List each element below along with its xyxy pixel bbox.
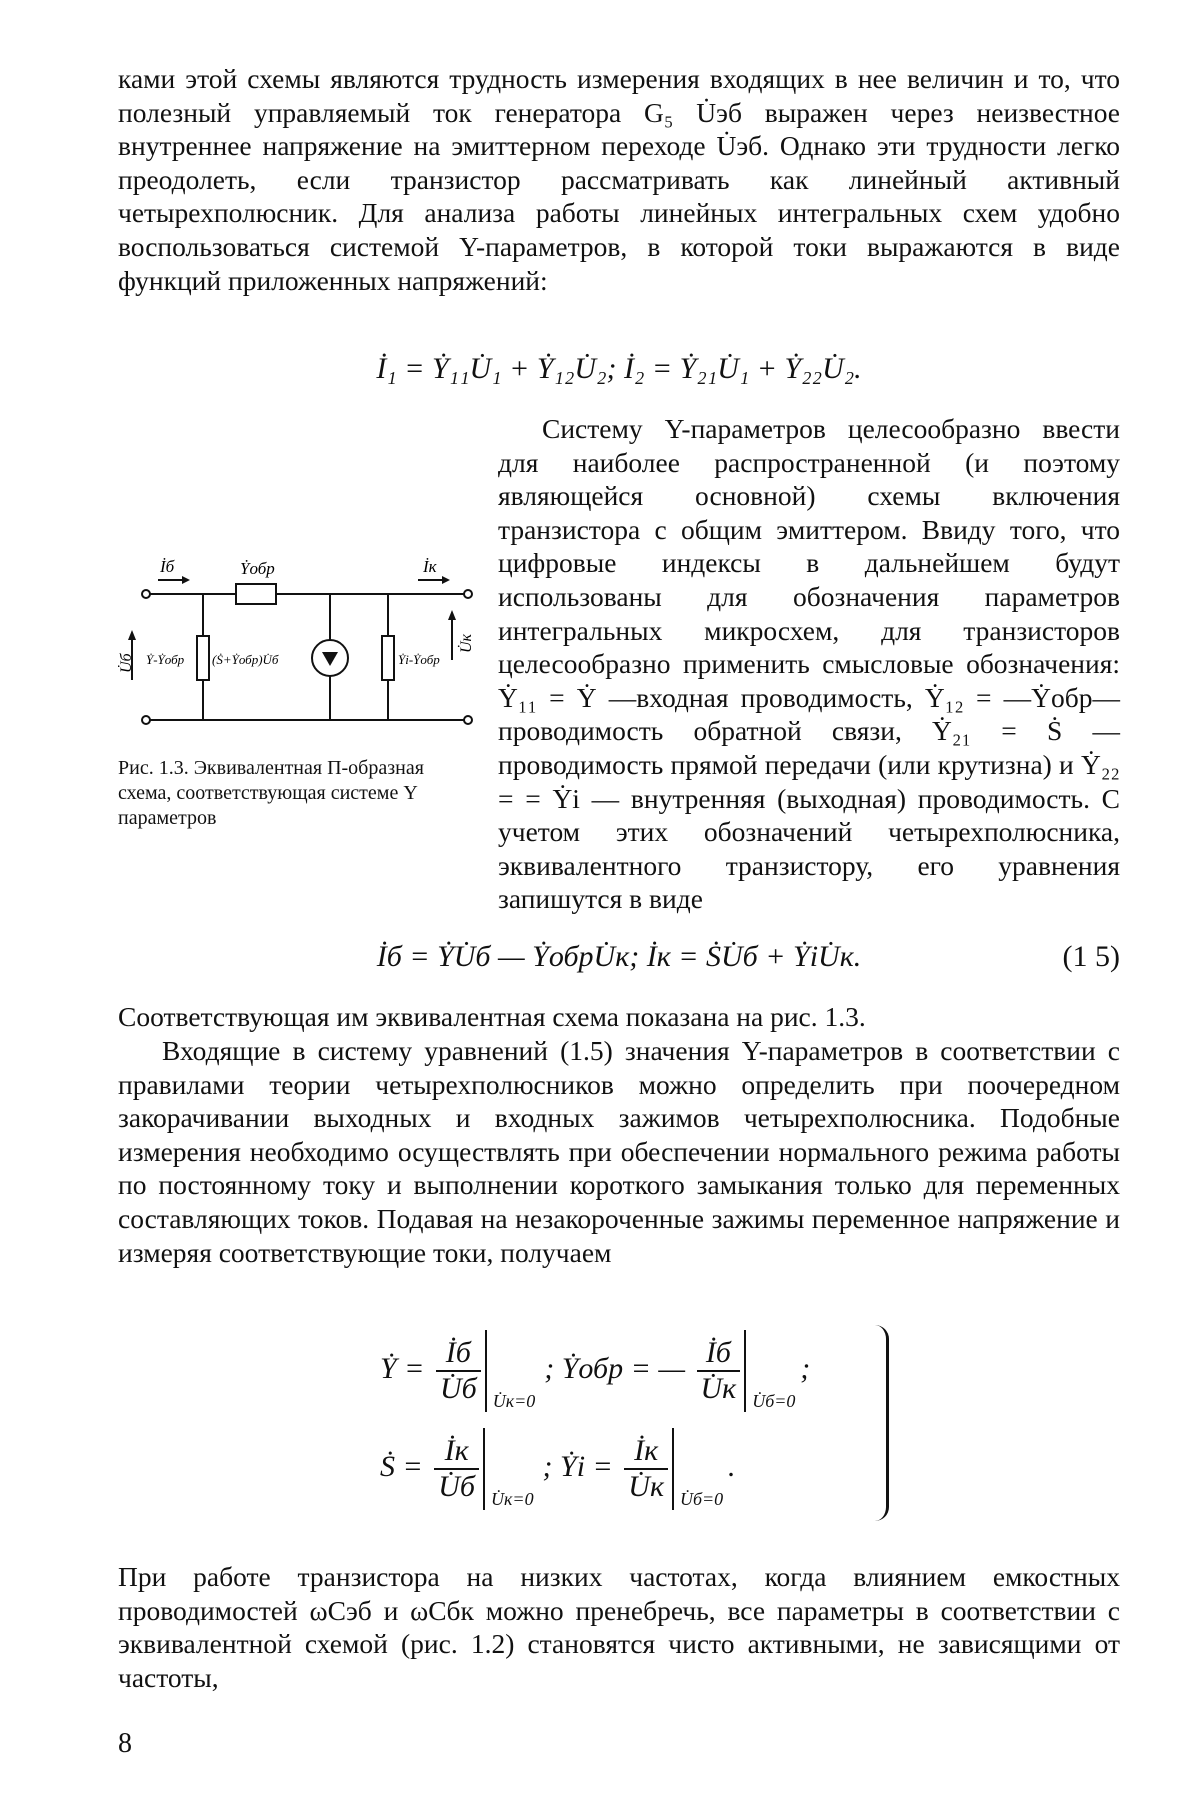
formula-yobr-lhs: ; Ẏобр = — — [544, 1351, 685, 1385]
label-branch-2: (Ṡ+Ẏобр)U̇б — [212, 652, 279, 667]
formula-s-lhs: Ṡ = — [380, 1449, 423, 1483]
formula-y-cond-text: U̇к=0 — [492, 1391, 536, 1411]
label-branch-3: Ẏi-Ẏобр — [398, 652, 440, 667]
formula-s-den: U̇б — [438, 1470, 476, 1503]
formula-y-den: U̇б — [439, 1372, 477, 1405]
circuit-diagram — [118, 540, 488, 740]
equation-y-system: İ₁ = Ẏ₁₁U̇₁ + Ẏ₁₂U̇₂; İ₂ = Ẏ₂₁U̇₁ + Ẏ₂₂U̇₂. — [376, 352, 862, 385]
formula-yi-den: U̇к — [628, 1470, 664, 1503]
formula-yi-cond-text: U̇б=0 — [679, 1489, 724, 1509]
page-number: 8 — [118, 1728, 132, 1759]
paragraph-2-text: Систему Y-параметров целесообразно ввести для наиболее распространенной (и поэтому являющейся основной) схемы включения транзистора с общим эмиттером. Ввиду того, что цифровые индексы в дальнейшем будут использованы для обозначения параметров интегральных микросхем, для транзисторов целесообразно применить смысловые обозначения: Ẏ₁₁ = Ẏ —входная проводимость, Ẏ₁₂ = —Ẏобр— проводимость обратной связи, Ẏ₂₁ = Ṡ — проводимость прямой передачи (или крутизна) и Ẏ₂₂ = = Ẏi — внутренняя (выходная) проводимость. С учетом этих обозначений четырехполюсника, эквивалентного транзистору, его уравнения запишутся в виде — [498, 413, 1120, 915]
formula-row-2-end: . — [727, 1449, 736, 1483]
equation-number: (1 5) — [1062, 940, 1120, 973]
paragraph-5: При работе транзистора на низких частотах, когда влиянием емкостных проводимостей ωCэб и ωCбк можно пренебречь, все параметры в соответствии с эквивалентной схемой (рис. 1.2) становятся чисто активными, не зависящими от частоты, — [118, 1561, 1120, 1693]
figure-caption: Рис. 1.3. Эквивалентная П-образная схема, соответствующая системе Y параметров — [118, 757, 424, 829]
formula-s-condition — [483, 1428, 534, 1510]
label-branch-1: Ẏ-Ẏобр — [146, 652, 185, 667]
label-u-k: U̇к — [458, 633, 475, 653]
label-y-obr: Ẏобр — [240, 559, 275, 578]
formula-yobr-num: İб — [697, 1336, 741, 1372]
paragraph-4: Входящие в систему уравнений (1.5) значения Y-параметров в соответствии с правилами теории четырехполюсников можно определить при поочередном закорачивании выходных и входных зажимов четырехполюсника. Подобные измерения необходимо осуществлять при обеспечении нормального режима работы по постоянному току и выполнении короткого замыкания только для переменных составляющих токов. Подавая на незакороченные зажимы переменное напряжение и измеряя соответствующие токи, получаем — [118, 1035, 1120, 1268]
formula-y-lhs: Ẏ = — [380, 1351, 425, 1385]
formula-yobr-fraction — [697, 1336, 741, 1406]
formula-yobr-cond-text: U̇б=0 — [752, 1391, 796, 1411]
formula-yi-num: İк — [624, 1434, 668, 1470]
formula-s-cond-text: U̇к=0 — [491, 1489, 534, 1509]
formula-row-1-end: ; — [800, 1351, 811, 1385]
formula-y-condition — [485, 1330, 536, 1412]
circuit-figure — [118, 540, 488, 740]
formula-yi-fraction — [624, 1434, 668, 1504]
formula-s-fraction — [434, 1434, 479, 1504]
formula-row-1 — [380, 1330, 810, 1412]
equation-1-5 — [118, 940, 1120, 974]
formula-yi-lhs: ; Ẏi = — [542, 1449, 613, 1483]
formula-yobr-den: U̇к — [700, 1372, 737, 1405]
paragraph-1: ками этой схемы являются трудность измерения входящих в нее величин и то, что полезный управляемый ток генератора G₅ U̇эб выражен через неизвестное внутреннее напряжение на эмиттерном переходе U̇эб. Однако эти трудности легко преодолеть, если транзистор рассматривать как линейный активный четырехполюсник. Для анализа работы линейных интегральных схем удобно воспользоваться системой Y-параметров, в которой токи выражаются в виде функций приложенных напряжений: — [118, 63, 1120, 296]
system-brace — [870, 1325, 889, 1521]
paragraph-3: Соответствующая им эквивалентная схема показана на рис. 1.3. — [118, 1001, 866, 1032]
equation-1-5-text: İб = ẎU̇б — ẎобрU̇к; İк = ṠU̇б + ẎiU̇к. — [376, 940, 862, 973]
label-i-b: İб — [160, 557, 175, 576]
formula-yi-condition — [672, 1428, 724, 1510]
formula-yobr-condition — [744, 1330, 796, 1412]
formula-y-fraction — [436, 1336, 481, 1406]
formula-y-num: İб — [436, 1336, 481, 1372]
label-i-k: İк — [423, 557, 437, 576]
formula-row-2 — [380, 1428, 735, 1510]
formula-s-num: İк — [434, 1434, 479, 1470]
label-u-b: U̇б — [118, 653, 135, 673]
